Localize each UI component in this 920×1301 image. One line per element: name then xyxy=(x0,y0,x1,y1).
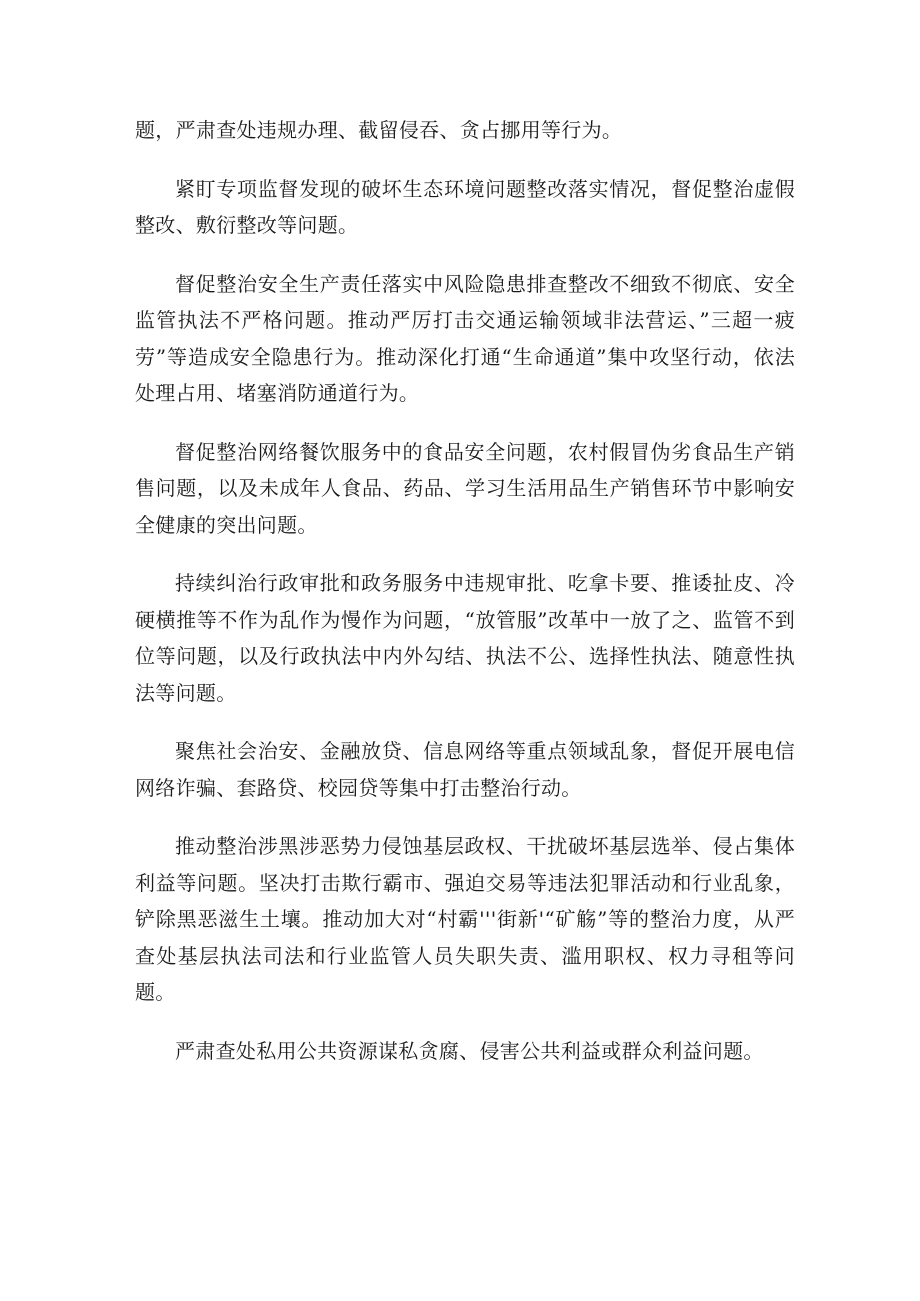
paragraph-3: 督促整治安全生产责任落实中风险隐患排查整改不细致不彻底、安全监管执法不严格问题。推动严厉打击交通运输领域非法营运、”三超一疲劳”等造成安全隐患行为。推动深化打通“生命通道”集中攻坚行动，依法处理占用、堵塞消防通道行为。 xyxy=(135,271,795,405)
paragraph-5: 持续纠治行政审批和政务服务中违规审批、吃拿卡要、推诿扯皮、冷硬横推等不作为乱作为慢作为问题，“放管服”改革中一放了之、监管不到位等问题，以及行政执法中内外勾结、执法不公、选择性执法、随意性执法等问题。 xyxy=(135,571,795,705)
paragraph-7: 推动整治涉黑涉恶势力侵蚀基层政权、干扰破坏基层选举、侵占集体利益等问题。坚决打击欺行霸市、强迫交易等违法犯罪活动和行业乱象，铲除黑恶滋生土壤。推动加大对“村霸'''街新'“矿觞”等的整治力度，从严查处基层执法司法和行业监管人员失职失责、滥用职权、权力寻租等问题。 xyxy=(135,834,795,1004)
paragraph-6: 聚焦社会治安、金融放贷、信息网络等重点领域乱象，督促开展电信网络诈骗、套路贷、校园贷等集中打击整治行动。 xyxy=(135,739,795,800)
paragraph-4: 督促整治网络餐饮服务中的食品安全问题，农村假冒伪劣食品生产销售问题，以及未成年人食品、药品、学习生活用品生产销售环节中影响安全健康的突出问题。 xyxy=(135,439,795,537)
document-body xyxy=(135,112,795,1091)
paragraph-2: 紧盯专项监督发现的破坏生态环境问题整改落实情况，督促整治虚假整改、敷衍整改等问题。 xyxy=(135,176,795,237)
paragraph-1: 题，严肃查处违规办理、截留侵吞、贪占挪用等行为。 xyxy=(135,118,623,142)
paragraph-8: 严肃查处私用公共资源谋私贪腐、侵害公共利益或群众利益问题。 xyxy=(175,1038,764,1063)
